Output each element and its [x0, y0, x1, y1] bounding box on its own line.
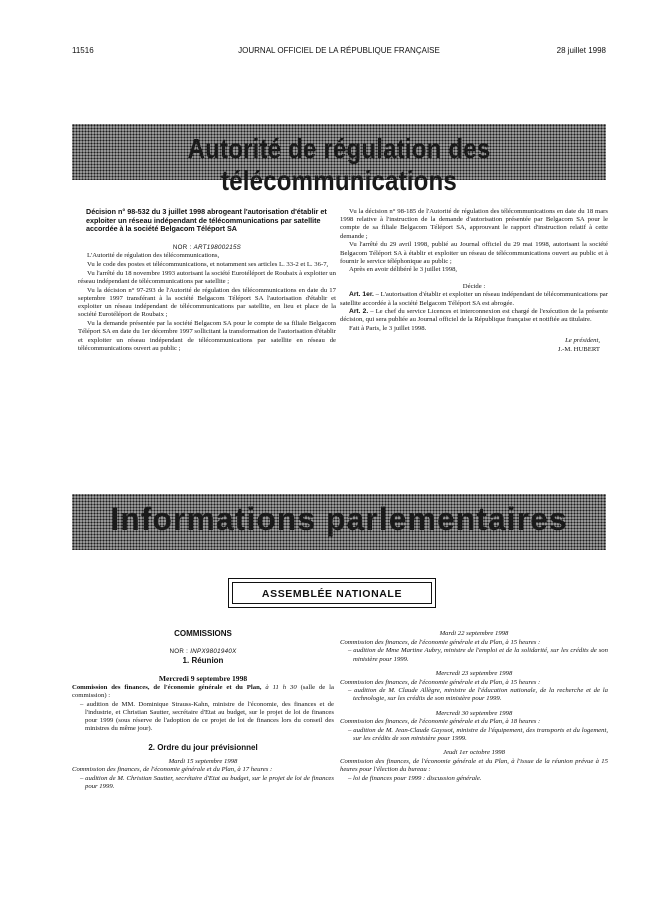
agenda-heading: 2. Ordre du jour prévisionnel: [148, 742, 258, 752]
consideration-7: Après en avoir délibéré le 3 juillet 1998,: [349, 266, 458, 274]
consideration-1: Vu le code des postes et télécommunications, et notamment ses articles L. 33-2 et L. 36-7,: [87, 261, 329, 269]
agenda-item: – audition de M. Jean-Claude Gayssot, ministre de l'équipement, des transports et du logement, sur les crédits de son ministère pour 1999.: [348, 727, 608, 743]
assembly-box: [228, 578, 436, 608]
decision-nor-value: ART19800215S: [193, 243, 242, 251]
consideration-2: Vu l'arrêté du 18 novembre 1993 autorisant la société Eurotéléport de Roubaix à exploiter un réseau indépendant de télécommunications par satellite ;: [78, 269, 336, 286]
agenda-date: Mercredi 30 septembre 1998: [435, 709, 513, 717]
commissions-nor-label: NOR :: [169, 648, 189, 656]
agenda-commission: Commission des finances, de l'économie générale et du Plan, à 17 heures :: [72, 766, 273, 774]
article-2-label: Art. 2.: [349, 308, 369, 316]
decision-intro: L'Autorité de régulation des télécommunications,: [87, 252, 220, 260]
agenda-date: Mardi 22 septembre 1998: [439, 630, 509, 637]
meeting-time: à 11 h 30: [265, 683, 297, 691]
reunion-heading: 1. Réunion: [182, 655, 224, 665]
meeting-date: Mercredi 9 septembre 1998: [158, 674, 248, 684]
page-number: 11516: [72, 46, 94, 55]
agenda-date: Jeudi 1er octobre 1998: [443, 749, 505, 757]
agenda-commission: Commission des finances, de l'économie générale et du Plan, à l'issue de la réunion prévue à 15 heures pour l'élection du bureau :: [340, 758, 608, 774]
commissions-left-column: [72, 630, 334, 792]
running-header: [72, 46, 606, 60]
agenda-item: – audition de M. Christian Sautter, secrétaire d'Etat au budget, sur le projet de loi de finances pour 1999.: [80, 775, 334, 791]
consideration-4: Vu la demande présentée par la société Belgacom SA pour le compte de sa filiale Belgacom Téléport SA en date du 1er décembre 1997 sollicitant la transformation de l'autorisation d'établir et exploiter un réseau indépendant de télécommunications par satellite en réseau de télécommunications ouvert au public ;: [78, 320, 336, 352]
issue-date: 28 juillet 1998: [556, 46, 606, 55]
consideration-5: Vu la décision n° 98-185 de l'Autorité de régulation des télécommunications en date du 18 mars 1998 relative à l'instruction de la demande d'autorisation présentée par Belgacom SA pour le compte de sa filiale Belgacom Téléport SA, approuvant le rapport d'instruction relatif à cette demande ;: [340, 208, 608, 240]
meeting-commission: Commission des finances, de l'économie générale et du Plan,: [72, 683, 262, 691]
commissions-nor-value: INPX9801940X: [190, 648, 237, 656]
article-2: [340, 308, 608, 324]
done-at: Fait à Paris, le 3 juillet 1998.: [349, 325, 427, 333]
banner-arcep: [72, 124, 606, 196]
commissions-heading: COMMISSIONS: [174, 629, 232, 638]
agenda-commission: Commission des finances, de l'économie générale et du Plan, à 15 heures :: [340, 678, 541, 686]
consideration-6: Vu l'arrêté du 29 avril 1998, publié au Journal officiel du 29 mai 1998, autorisant la société Belgacom Téléport SA à établir et exploiter un réseau de télécommunications ouvert au public et à fournir le service téléphonique au public ;: [340, 241, 608, 265]
banner-arcep-title: Autorité de régulation des télécommunications: [187, 133, 491, 196]
agenda-date: Mercredi 23 septembre 1998: [435, 669, 513, 677]
banner-parliament-title: Informations parlementaires: [110, 501, 568, 537]
decision-nor-label: NOR :: [172, 243, 192, 251]
article-1-label: Art. 1er.: [349, 291, 374, 299]
signature-name: J.-M. HUBERT: [557, 345, 600, 353]
agenda-item: – audition de Mme Martine Aubry, ministre de l'emploi et de la solidarité, sur les crédits de son ministère pour 1999.: [348, 647, 608, 663]
decide-heading: Décide :: [462, 282, 486, 290]
article-2-text: – Le chef du service Licences et interconnexion est chargé de l'exécution de la présente décision, qui sera publiée au Journal officiel de la République française et notifiée au titulaire.: [340, 308, 609, 324]
decision-right-column: [340, 208, 608, 354]
signature-title: Le président,: [565, 337, 600, 345]
agenda-item: – loi de finances pour 1999 : discussion générale.: [348, 775, 482, 783]
journal-title: JOURNAL OFFICIEL DE LA RÉPUBLIQUE FRANÇAISE: [238, 46, 440, 55]
decision-nor: [78, 244, 336, 252]
banner-parliament: [72, 494, 606, 550]
article-1: [340, 291, 608, 307]
agenda-commission: Commission des finances, de l'économie générale et du Plan, à 15 heures :: [340, 638, 541, 646]
decision-title: Décision n° 98-532 du 3 juillet 1998 abrogeant l'autorisation d'établir et exploiter un réseau indépendant de télécommunications par satellite accordée à la société Belgacom Téléport SA: [86, 207, 327, 234]
agenda-commission: Commission des finances, de l'économie générale et du Plan, à 18 heures :: [340, 718, 541, 726]
meeting-line: [72, 684, 334, 700]
signature: [340, 337, 608, 354]
meeting-item: – audition de MM. Dominique Strauss-Kahn, ministre de l'économie, des finances et de l'industrie, et Christian Sautter, secrétaire d'Etat au budget, sur le projet de loi de finances pour 1999 (sous réserve de l'adoption de ce projet de loi de finances lors du conseil des ministres du même jour).: [80, 700, 334, 733]
agenda-item: – audition de M. Claude Allègre, ministre de l'éducation nationale, de la recherche et de la technologie, sur les crédits de son ministère pour 1999.: [348, 687, 608, 703]
consideration-3: Vu la décision n° 97-293 de l'Autorité de régulation des télécommunications en date du 17 septembre 1997 transférant à la société Belgacom Téléport SA l'autorisation d'établir et exploiter un réseau indépendant de télécommunications par satellite, en lieu et place de la société Eurotéléport de Roubaix ;: [78, 286, 336, 319]
agenda-date: Mardi 15 septembre 1998: [168, 757, 238, 765]
assembly-box-title: ASSEMBLÉE NATIONALE: [232, 582, 432, 604]
meeting-place: (salle de la commission) :: [72, 683, 335, 700]
decision-left-column: [78, 208, 336, 353]
article-1-text: – L'autorisation d'établir et exploiter un réseau indépendant de télécommunications par satellite accordée à la société Belgacom Téléport SA est abrogée.: [340, 291, 609, 307]
commissions-right-column: [340, 630, 608, 784]
